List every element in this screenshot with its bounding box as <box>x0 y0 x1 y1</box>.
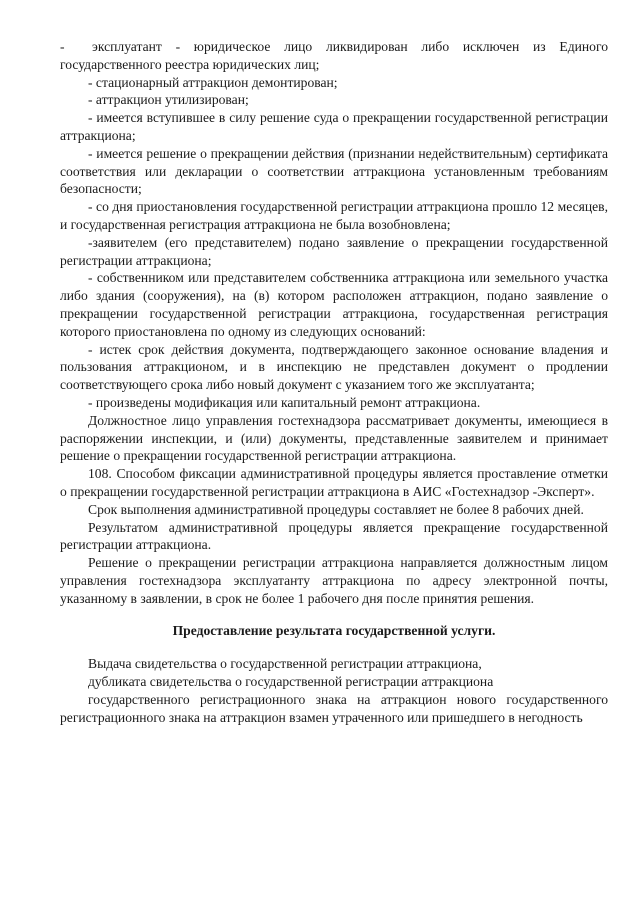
paragraph: Решение о прекращении регистрации аттракциона направляется должностным лицом управления гостехнадзора эксплуатанту аттракциона по адресу электронной почты, указанному в заявлении, в срок не более 1 рабочего дня после принятия решения. <box>60 555 608 606</box>
paragraph: - произведены модификация или капитальный ремонт аттракциона. <box>88 394 481 410</box>
paragraph: Должностное лицо управления гостехнадзора рассматривает документы, имеющиеся в распоряжении инспекции, и (или) документы, представленные заявителем и принимает решение о прекращении государственной регистрации аттракциона. <box>60 412 608 464</box>
paragraph: 108. Способом фиксации административной процедуры является проставление отметки о прекращении государственной регистрации аттракциона в АИС «Гостехнадзор -Эксперт». <box>60 466 608 499</box>
paragraph: -заявителем (его представителем) подано заявление о прекращении государственной регистрации аттракциона; <box>60 234 608 268</box>
paragraph: - имеется вступившее в силу решение суда о прекращении государственной регистрации аттракциона; <box>60 110 608 143</box>
paragraph: Выдача свидетельства о государственной регистрации аттракциона, <box>88 656 482 672</box>
list-dash: - <box>60 39 65 54</box>
paragraph-text: эксплуатант - юридическое лицо ликвидирован либо исключен из Единого государственного реестра юридических лиц; <box>60 39 608 72</box>
section-heading: Предоставление результата государственной услуги. <box>172 622 496 638</box>
paragraph <box>60 38 608 74</box>
paragraph: Результатом административной процедуры является прекращение государственной регистрации аттракциона. <box>60 519 608 553</box>
paragraph: - имеется решение о прекращении действия (признании недействительным) сертификата соответствия или декларации о соответствии аттракциона установленным требованиям безопасности; <box>60 145 608 197</box>
paragraph: - со дня приостановления государственной регистрации аттракциона прошло 12 месяцев, и государственная регистрация аттракциона не была возобновлена; <box>60 199 608 232</box>
paragraph: государственного регистрационного знака на аттракцион нового государственного регистрационного знака на аттракцион взамен утраченного или пришедшего в негодность <box>60 691 608 725</box>
paragraph: - собственником или представителем собственника аттракциона или земельного участка либо здания (сооружения), на (в) котором расположен аттракцион, подано заявление о прекращении государственной регистрации аттракциона, государственная регистрация которого приостановлена по одному из следующих оснований: <box>60 270 608 339</box>
paragraph: - аттракцион утилизирован; <box>88 92 249 108</box>
paragraph: дубликата свидетельства о государственной регистрации аттракциона <box>88 674 494 690</box>
paragraph: Срок выполнения административной процедуры составляет не более 8 рабочих дней. <box>88 501 584 517</box>
paragraph: - стационарный аттракцион демонтирован; <box>88 74 338 90</box>
paragraph: - истек срок действия документа, подтверждающего законное основание владения и пользования аттракционом, и в инспекцию не представлен документ о продлении соответствующего срока либо новый документ с указанием того же эксплуатанта; <box>60 341 608 393</box>
